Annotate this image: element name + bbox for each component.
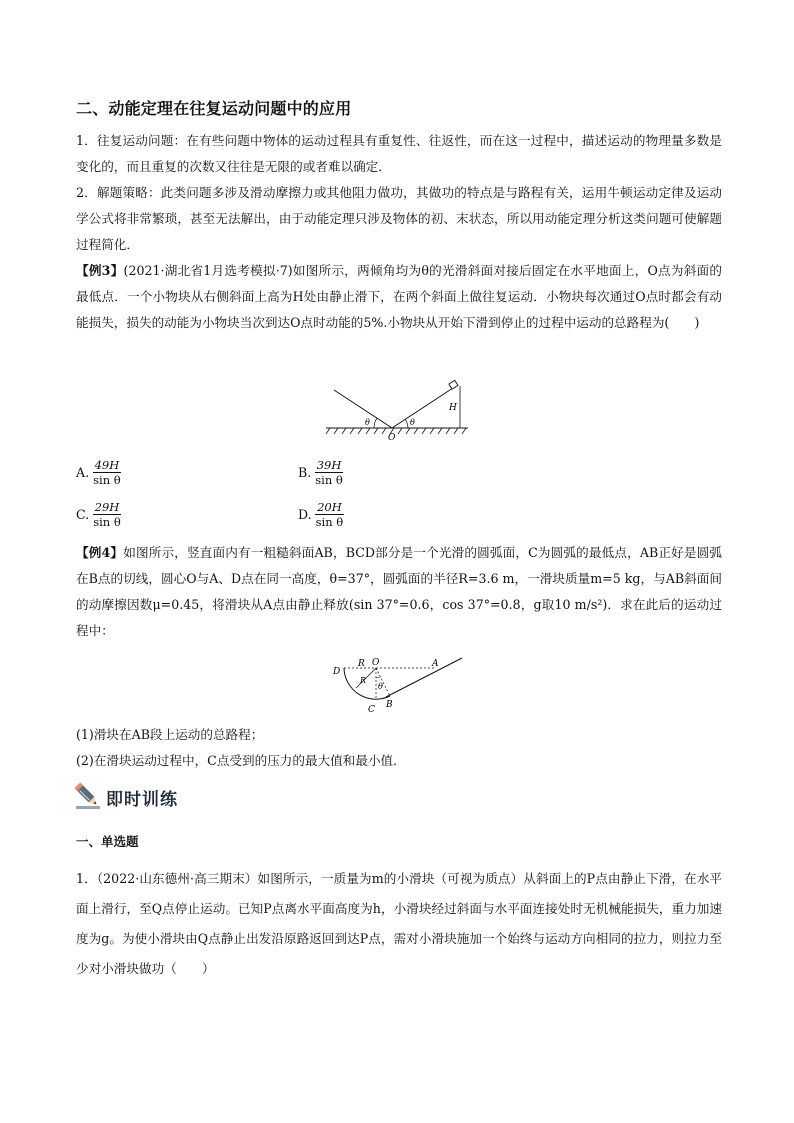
example-3-paragraph	[76, 258, 722, 336]
block	[449, 380, 458, 389]
theta-right-label: θ	[410, 418, 415, 427]
center-o-label: O	[372, 658, 380, 668]
right-incline	[392, 386, 456, 428]
option-d[interactable]	[298, 500, 345, 529]
example-4-tag: 【例4】	[76, 545, 124, 560]
example-3-text: (2021·湖北省1月选考模拟·7)如图所示，两倾角均为θ的光滑斜面对接后固定在水平地面上，O点为斜面的最低点．一个小物块从右侧斜面上高为H处由静止滑下，在两个斜面上做往复运动．小物块每次通过O点时都会有动能损失，损失的动能为小物块当次到达O点时动能的5%.小物块从开始下滑到停止的过程中运动的总路程为( )	[76, 263, 722, 330]
height-h-label: H	[449, 403, 457, 413]
option-d-fraction: $\frac{20H}{\text{sin θ}}$	[315, 500, 344, 529]
option-a-label: A.	[76, 465, 90, 480]
training-header	[74, 782, 178, 812]
example-4-figure	[328, 652, 466, 718]
point-b-label: B	[386, 700, 393, 710]
subsection-single-choice: 一、单选题	[76, 834, 139, 849]
theta-left-label: θ	[365, 418, 370, 427]
training-question-1: 1．（2022·山东德州·高三期末）如图所示，一质量为m的小滑块（可视为质点）从斜面上的P点由静止下滑，在水平面上滑行，至Q点停止运动。已知P点离水平面高度为h，小滑块经过斜面与水平面连接处时无机械能损失，重力加速度为g。为使小滑块由Q点静止出发沿原路返回到达P点，需对小滑块施加一个始终与运动方向相同的拉力，则拉力至少对小滑块做功（ ）	[76, 871, 722, 976]
option-b-label: B.	[298, 465, 312, 480]
option-a[interactable]	[76, 458, 123, 487]
option-b[interactable]	[298, 458, 345, 487]
left-incline	[334, 390, 392, 428]
theta-label: θ	[378, 682, 383, 691]
point-a-label: A	[432, 659, 439, 669]
training-label: 即时训练	[106, 789, 178, 810]
section-title: 二、动能定理在往复运动问题中的应用	[76, 99, 352, 118]
radius-r-top-label: R	[358, 659, 365, 669]
radius-r-label: R	[360, 676, 367, 685]
incline-ab	[386, 658, 462, 697]
arc-bcd	[344, 668, 390, 699]
point-c-label: C	[368, 705, 375, 715]
option-b-fraction: $\frac{39H}{\text{sin θ}}$	[315, 458, 343, 487]
example-4-text: 如图所示，竖直面内有一粗糙斜面AB，BCD部分是一个光滑的圆弧面，C为圆弧的最低点，AB正好是圆弧在B点的切线，圆心O与A、D点在同一高度，θ=37°，圆弧面的半径R=3.6 m，一滑块质量m=5 kg，与AB斜面间的动摩擦因数μ=0.45，将滑块从A点由静止释放(sin 37°=0.6，cos 37°=0.8，g取10 m/s²)．求在此后的运动过程中：	[76, 545, 723, 638]
point-d-label: D	[333, 667, 341, 677]
pencil-icon	[74, 782, 102, 812]
example-4-question-2: (2)在滑块运动过程中，C点受到的压力的最大值和最小值．	[76, 753, 406, 768]
point-o-label: O	[388, 433, 396, 443]
point-1: 1．往复运动问题：在有些问题中物体的运动过程具有重复性、往返性，而在这一过程中，描述运动的物理量多数是变化的，而且重复的次数又往往是无限的或者难以确定．	[76, 133, 722, 174]
option-c-label: C.	[76, 507, 90, 522]
example-3-tag: 【例3】	[76, 263, 124, 278]
point-2: 2．解题策略：此类问题多涉及滑动摩擦力或其他阻力做功，其做功的特点是与路程有关，运用牛顿运动定律及运动学公式将非常繁琐，甚至无法解出，由于动能定理只涉及物体的初、末状态，所以用动能定理分析这类问题可使解题过程简化．	[76, 185, 722, 252]
example-4-paragraph	[76, 540, 722, 644]
ground-hatching	[326, 428, 466, 434]
option-a-fraction: $\frac{49H}{\text{sin θ}}$	[93, 458, 121, 487]
example-4-question-1: (1)滑块在AB段上运动的总路程；	[76, 727, 264, 742]
option-d-label: D.	[298, 507, 312, 522]
option-c-fraction: $\frac{29H}{\text{sin θ}}$	[93, 500, 121, 529]
option-c[interactable]	[76, 500, 123, 529]
example-3-figure	[322, 380, 472, 446]
